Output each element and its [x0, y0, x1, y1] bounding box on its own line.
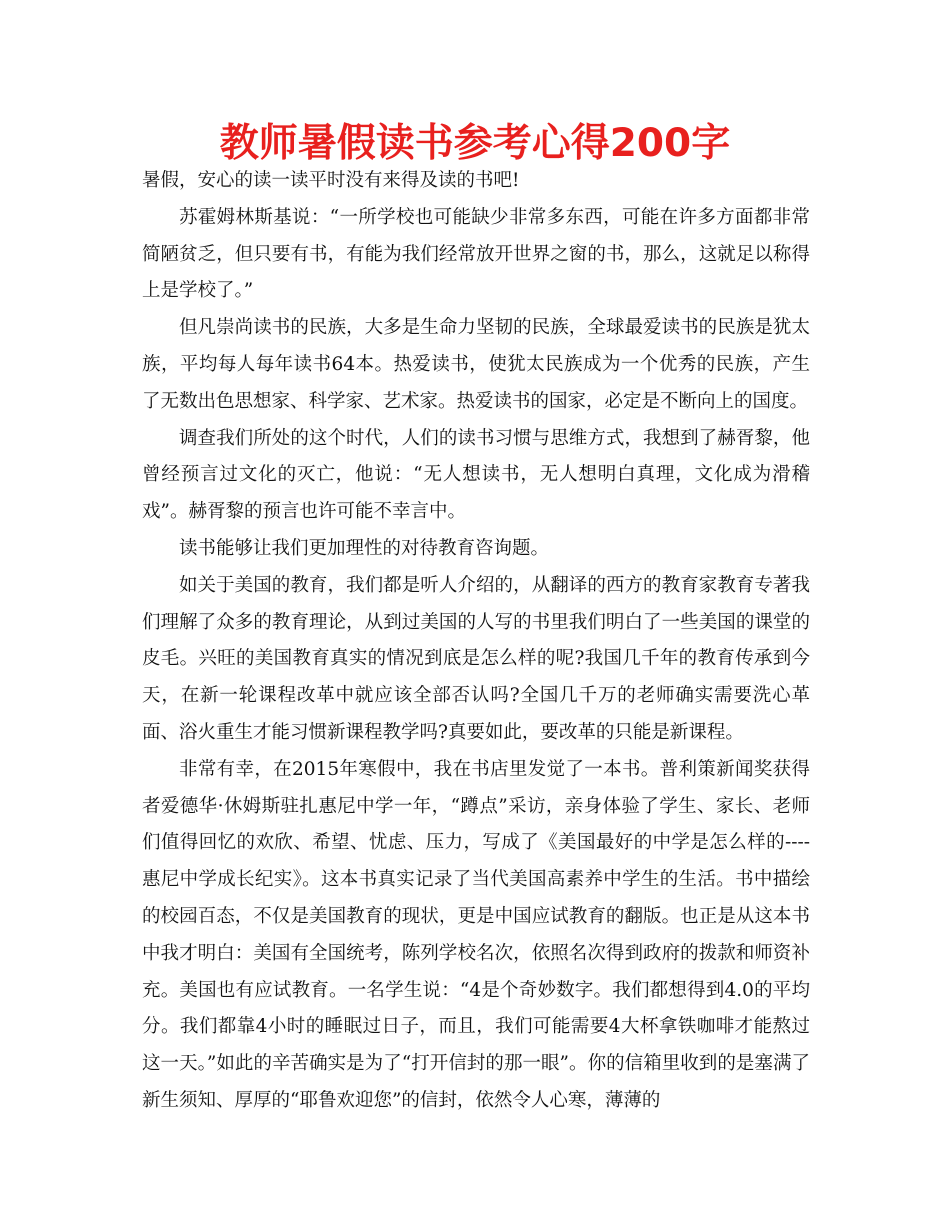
- document-title: 教师暑假读书参考心得200字: [219, 121, 731, 166]
- paragraph: 非常有幸，在2015年寒假中，我在书店里发觉了一本书。普利策新闻奖获得者爱德华·休姆斯驻扎惠尼中学一年，“蹲点”采访，亲身体验了学生、家长、老师们值得回忆的欢欣、希望、忧虑、压力，写成了《美国最好的中学是怎么样的----惠尼中学成长纪实》。这本书真实记录了当代美国高素养中学生的生活。书中描绘的校园百态，不仅是美国教育的现状，更是中国应试教育的翻版。也正是从这本书中我才明白：美国有全国统考，陈列学校名次，依照名次得到政府的拨款和师资补充。美国也有应试教育。一名学生说：“4是个奇妙数字。我们都想得到4.0的平均分。我们都靠4小时的睡眠过日子，而且，我们可能需要4大杯拿铁咖啡才能熬过这一天。”如此的辛苦确实是为了“打开信封的那一眼”。你的信箱里收到的是塞满了新生须知、厚厚的“耶鲁欢迎您”的信封，依然令人心寒，薄薄的: [142, 758, 810, 1111]
- paragraph: 读书能够让我们更加理性的对待教育咨询题。: [179, 537, 550, 559]
- document-body: [142, 163, 810, 1120]
- paragraph: 苏霍姆林斯基说：“一所学校也可能缺少非常多东西，可能在许多方面都非常简陋贫乏，但只要有书，有能为我们经常放开世界之窗的书，那么，这就足以称得上是学校了。”: [142, 206, 810, 302]
- paragraph: 调查我们所处的这个时代，人们的读书习惯与思维方式，我想到了赫胥黎，他曾经预言过文化的灭亡，他说：“无人想读书，无人想明白真理，文化成为滑稽戏”。赫胥黎的预言也许可能不幸言中。: [142, 427, 810, 523]
- paragraph: 但凡崇尚读书的民族，大多是生命力坚韧的民族，全球最爱读书的民族是犹太族，平均每人每年读书64本。热爱读书，使犹太民族成为一个优秀的民族，产生了无数出色思想家、科学家、艺术家。热爱读书的国家，必定是不断向上的国度。: [142, 317, 810, 412]
- paragraph-intro: 暑假，安心的读一读平时没有来得及读的书吧!: [142, 170, 520, 191]
- paragraph: 如关于美国的教育，我们都是听人介绍的，从翻译的西方的教育家教育专著我们理解了众多的教育理论，从到过美国的人写的书里我们明白了一些美国的课堂的皮毛。兴旺的美国教育真实的情况到底是怎么样的呢?我国几千年的教育传承到今天，在新一轮课程改革中就应该全部否认吗?全国几千万的老师确实需要洗心革面、浴火重生才能习惯新课程教学吗?真要如此，要改革的只能是新课程。: [142, 574, 810, 743]
